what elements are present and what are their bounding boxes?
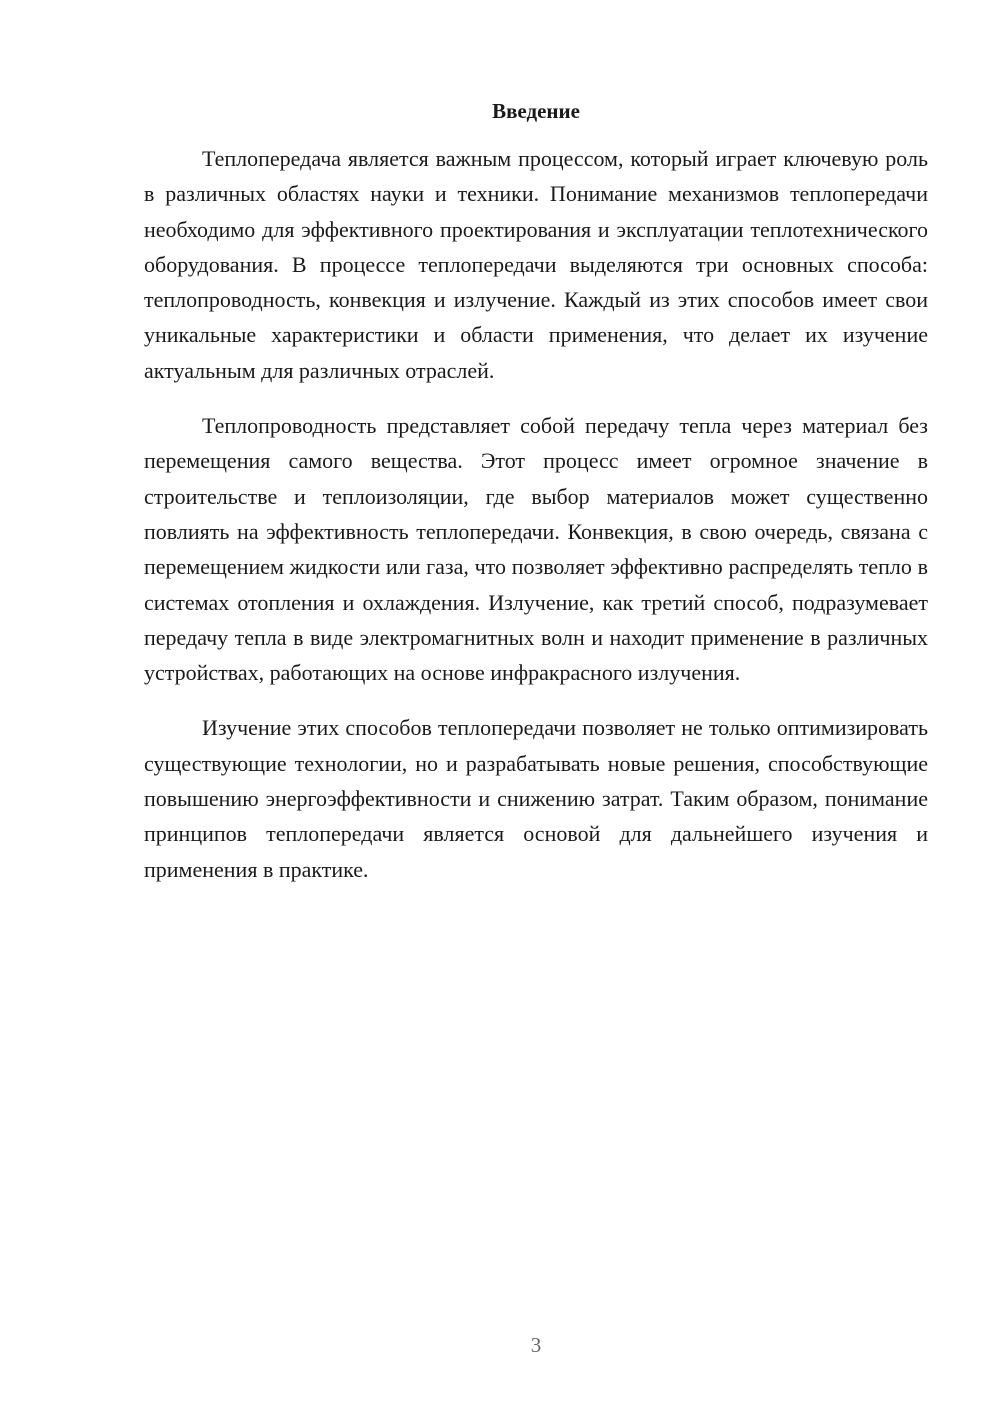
section-heading: Введение (492, 99, 580, 123)
page-number: 3 (530, 1333, 542, 1357)
page-content (144, 97, 928, 887)
paragraph-1: Теплопередача является важным процессом, который играет ключевую роль в различных областях науки и техники. Понимание механизмов теплопередачи необходимо для эффективного проектирования и эксплуатации теплотехнического оборудования. В процессе теплопередачи выделяются три основных способа: теплопроводность, конвекция и излучение. Каждый из этих способов имеет свои уникальные характеристики и области применения, что делает их изучение актуальным для различных отраслей. (144, 146, 928, 383)
paragraph-2: Теплопроводность представляет собой передачу тепла через материал без перемещения самого вещества. Этот процесс имеет огромное значение в строительстве и теплоизоляции, где выбор материалов может существенно повлиять на эффективность теплопередачи. Конвекция, в свою очередь, связана с перемещением жидкости или газа, что позволяет эффективно распределять тепло в системах отопления и охлаждения. Излучение, как третий способ, подразумевает передачу тепла в виде электромагнитных волн и находит применение в различных устройствах, работающих на основе инфракрасного излучения. (144, 413, 928, 686)
paragraph-3: Изучение этих способов теплопередачи позволяет не только оптимизировать существующие технологии, но и разрабатывать новые решения, способствующие повышению энергоэффективности и снижению затрат. Таким образом, понимание принципов теплопередачи является основой для дальнейшего изучения и применения в практике. (144, 715, 928, 882)
